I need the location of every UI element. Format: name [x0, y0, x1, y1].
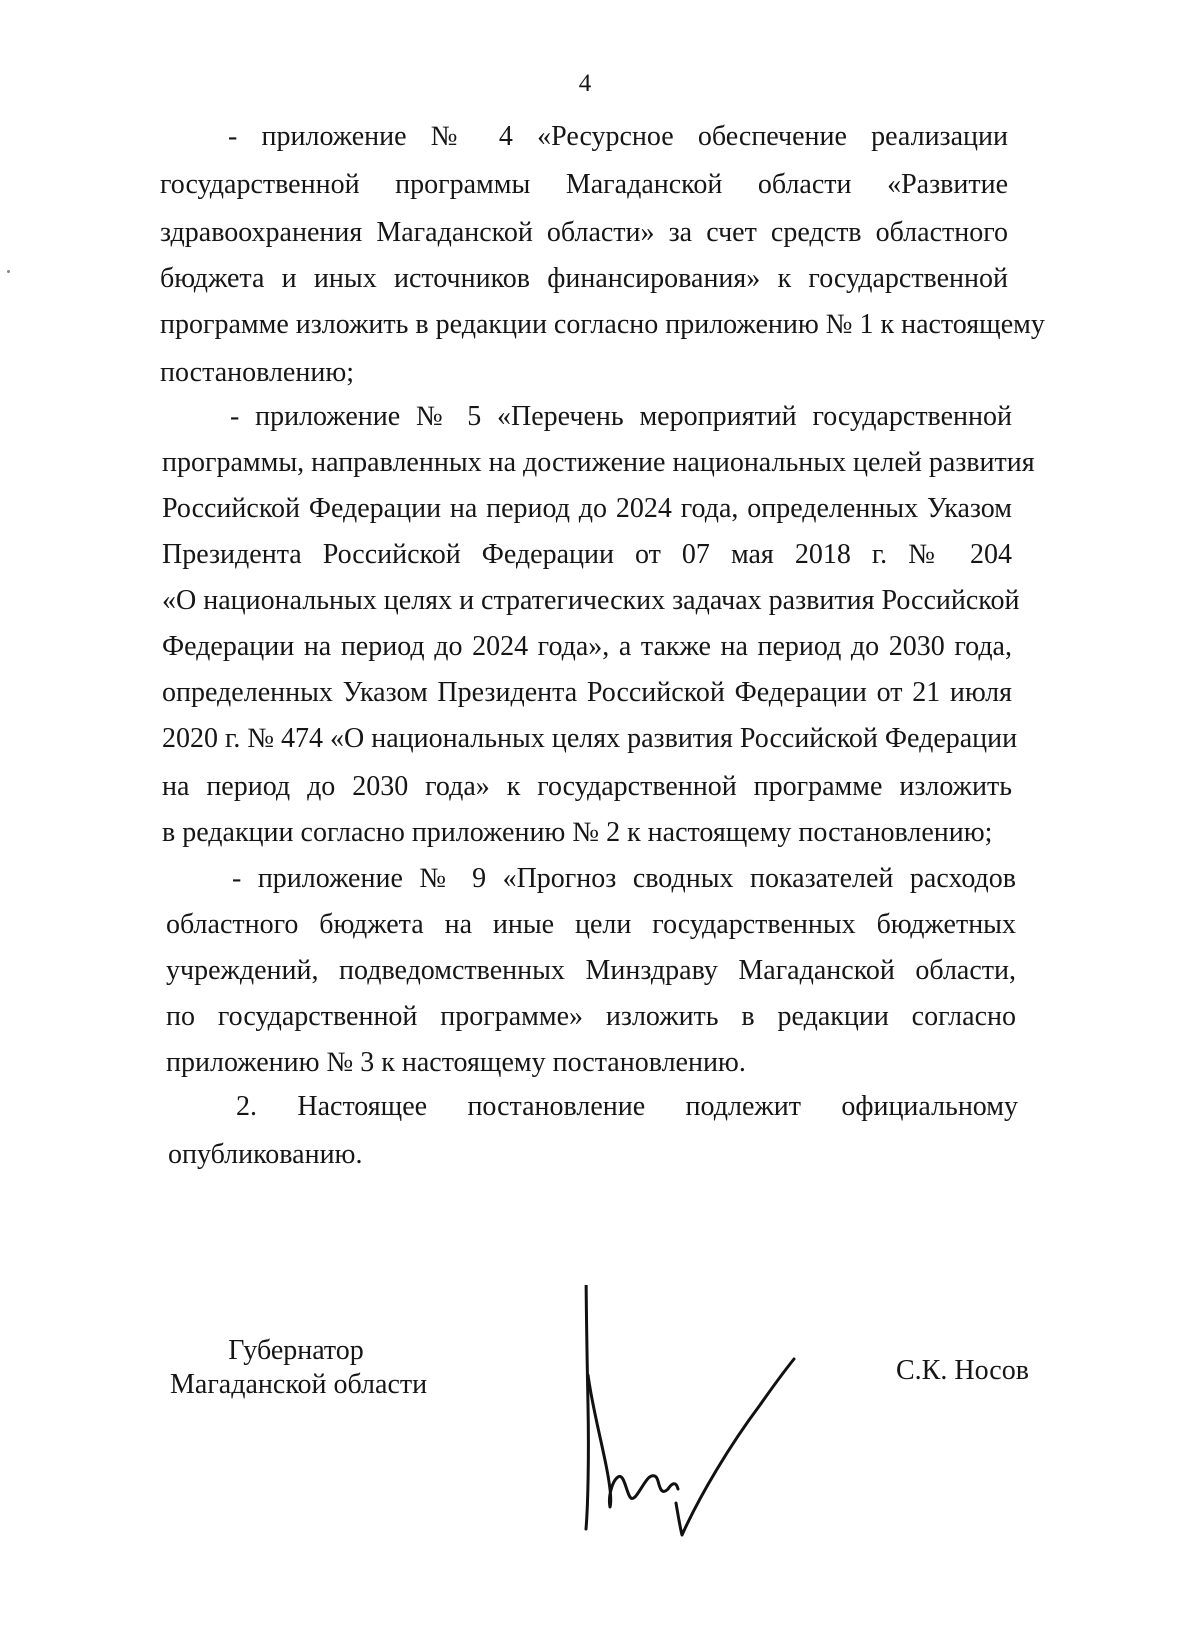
text-line: областного бюджета на иные цели государственных бюджетных	[166, 909, 1016, 940]
text-line: определенных Указом Президента Российской Федерации от 21 июля	[162, 677, 1012, 708]
text-line: «О национальных целях и стратегических задачах развития Российской	[162, 585, 1020, 616]
text-line: программе изложить в редакции согласно приложению № 1 к настоящему	[160, 309, 1045, 340]
text-line: по государственной программе» изложить в редакции согласно	[166, 1001, 1016, 1032]
text-line: бюджета и иных источников финансирования» к государственной	[160, 263, 1008, 294]
signatory-title	[170, 1334, 428, 1402]
text-line: Российской Федерации на период до 2024 года, определенных Указом	[162, 493, 1012, 524]
text-line: на период до 2030 года» к государственной программе изложить	[162, 771, 1012, 802]
text-line: 2020 г. № 474 «О национальных целях развития Российской Федерации	[162, 723, 1018, 754]
page-number: 4	[578, 70, 592, 97]
signatory-title-line2: Магаданской области	[170, 1369, 428, 1400]
signatory-title-line1: Губернатор	[228, 1335, 364, 1366]
text-line: Федерации на период до 2024 года», а также на период до 2030 года,	[162, 631, 1012, 662]
text-line: государственной программы Магаданской области «Развитие	[160, 169, 1008, 200]
signatory-name: С.К. Носов	[896, 1355, 1029, 1386]
text-line: опубликованию.	[168, 1139, 363, 1170]
text-line: - приложение № 4 «Ресурсное обеспечение реализации	[228, 121, 1008, 152]
handwritten-signature	[560, 1285, 840, 1545]
text-line: постановлению;	[160, 357, 355, 388]
text-line: в редакции согласно приложению № 2 к настоящему постановлению;	[162, 817, 993, 848]
text-line: 2. Настоящее постановление подлежит официальному	[236, 1091, 1018, 1122]
text-line: Президента Российской Федерации от 07 мая 2018 г. № 204	[162, 539, 1012, 570]
scan-artifact	[7, 270, 10, 273]
text-line: учреждений, подведомственных Минздраву Магаданской области,	[166, 955, 1016, 986]
text-line: приложению № 3 к настоящему постановлению.	[166, 1047, 746, 1078]
text-line: программы, направленных на достижение национальных целей развития	[162, 447, 1035, 478]
text-line: здравоохранения Магаданской области» за счет средств областного	[160, 217, 1008, 248]
text-line: - приложение № 9 «Прогноз сводных показателей расходов	[232, 863, 1016, 894]
text-line: - приложение № 5 «Перечень мероприятий государственной	[230, 401, 1012, 432]
